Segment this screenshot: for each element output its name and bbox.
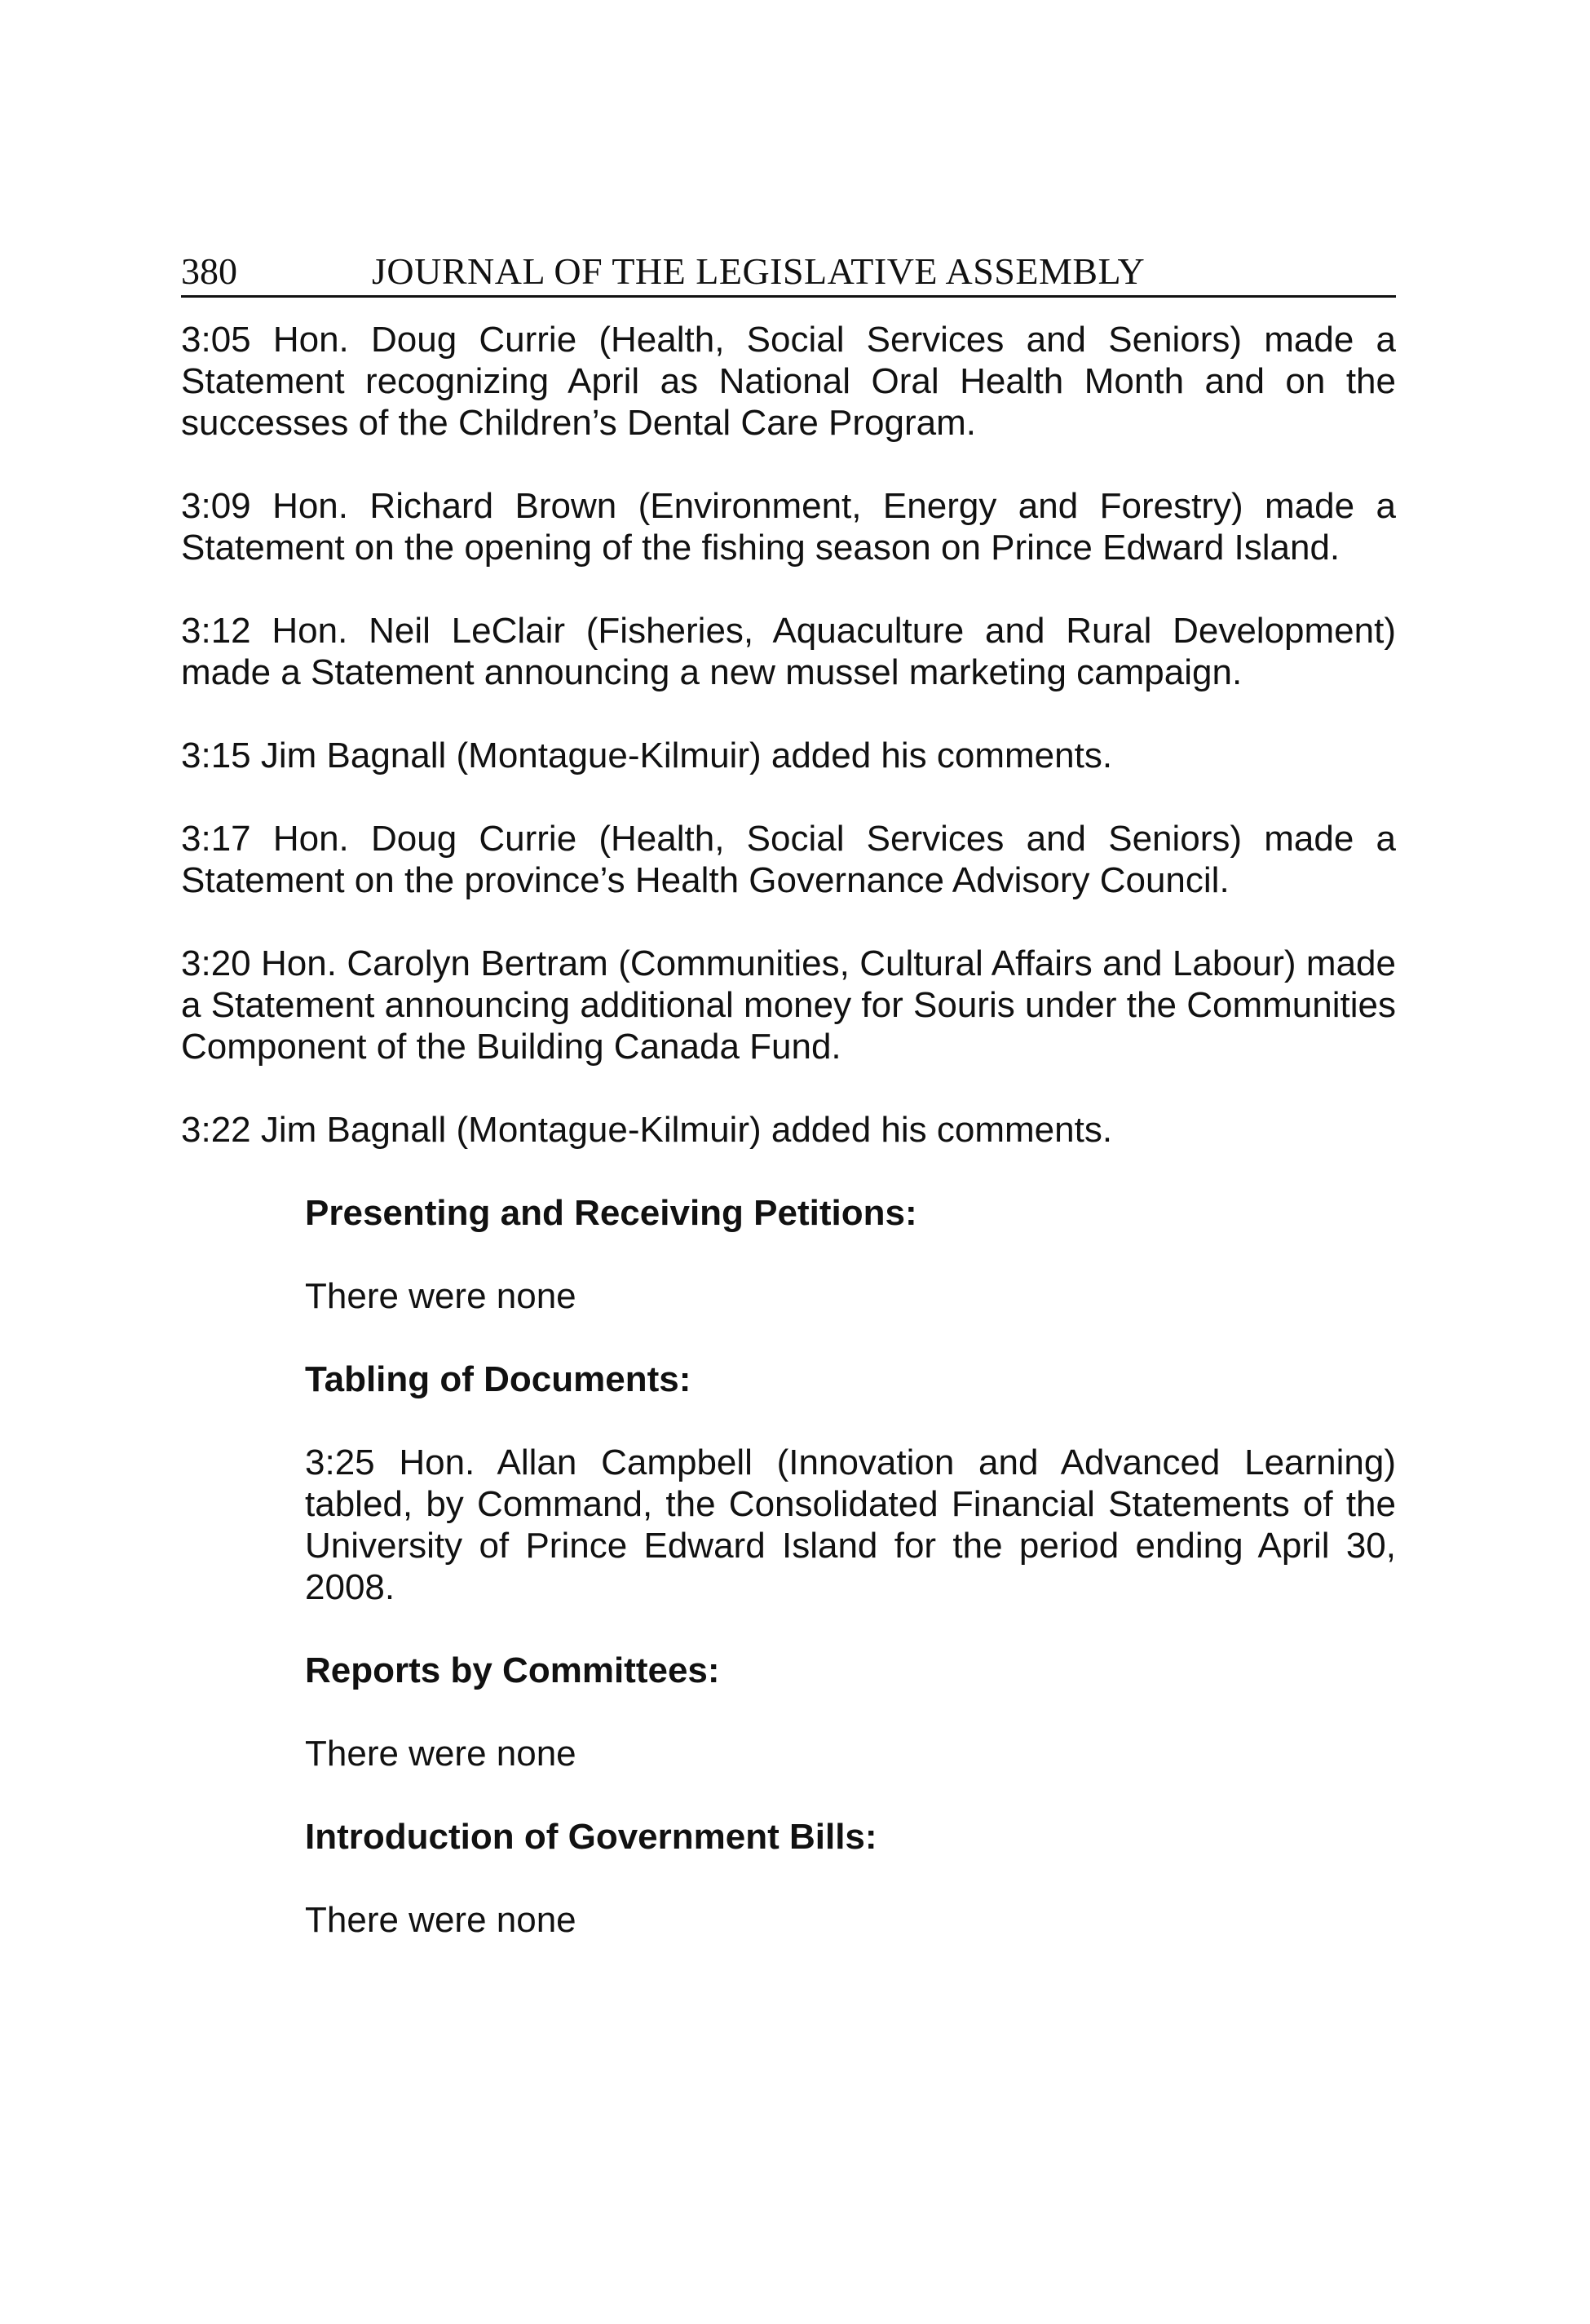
- section-body: There were none: [305, 1734, 576, 1774]
- section-heading: Presenting and Receiving Petitions:: [305, 1193, 917, 1233]
- section-reports-by-committees: [305, 1650, 1396, 1774]
- comment-entry: 3:22 Jim Bagnall (Montague-Kilmuir) added his comments.: [181, 1110, 1113, 1150]
- section-heading: Tabling of Documents:: [305, 1359, 691, 1399]
- section-body: There were none: [305, 1900, 576, 1940]
- statement-entry: 3:05 Hon. Doug Currie (Health, Social Services and Seniors) made a Statement recognizing April as National Oral Health Month and on the successes of the Children’s Dental Care Program.: [181, 320, 1396, 443]
- statement-entry: 3:17 Hon. Doug Currie (Health, Social Services and Seniors) made a Statement on the province’s Health Governance Advisory Council.: [181, 819, 1396, 900]
- running-head: [181, 245, 1396, 298]
- section-heading: Reports by Committees:: [305, 1650, 720, 1690]
- journal-title: JOURNAL OF THE LEGISLATIVE ASSEMBLY: [372, 250, 1146, 292]
- comment-entry: 3:15 Jim Bagnall (Montague-Kilmuir) added his comments.: [181, 736, 1113, 775]
- statement-entry: 3:09 Hon. Richard Brown (Environment, Energy and Forestry) made a Statement on the opening of the fishing season on Prince Edward Island.: [181, 486, 1396, 568]
- section-tabling-of-documents: [305, 1359, 1396, 1608]
- statement-entry: 3:20 Hon. Carolyn Bertram (Communities, Cultural Affairs and Labour) made a Statement announcing additional money for Souris under the Communities Component of the Building Canada Fund.: [181, 943, 1396, 1067]
- section-government-bills: [305, 1816, 1396, 1941]
- section-petitions: [305, 1192, 1396, 1317]
- section-body: There were none: [305, 1276, 576, 1316]
- page-number: 380: [181, 250, 237, 292]
- statement-entry: 3:12 Hon. Neil LeClair (Fisheries, Aquaculture and Rural Development) made a Statement announcing a new mussel marketing campaign.: [181, 611, 1396, 692]
- section-heading: Introduction of Government Bills:: [305, 1817, 877, 1857]
- journal-page: [181, 245, 1396, 1941]
- section-body: 3:25 Hon. Allan Campbell (Innovation and Advanced Learning) tabled, by Command, the Consolidated Financial Statements of the University of Prince Edward Island for the period ending April 30, 2008.: [305, 1443, 1396, 1607]
